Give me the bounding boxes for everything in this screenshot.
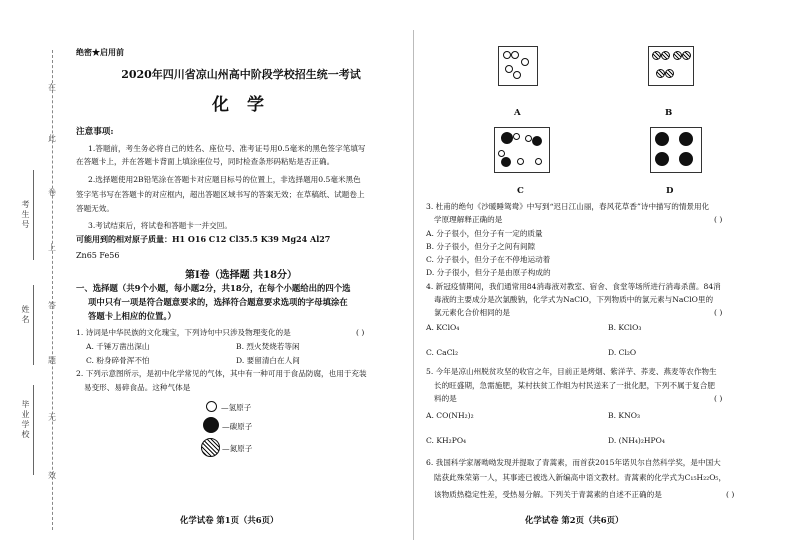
- hydrogen-atom-icon: [513, 133, 520, 140]
- q4-option-a[interactable]: A. KClO₄: [426, 323, 460, 332]
- nitrogen-atom-icon: [661, 51, 670, 60]
- diagram-b-box: [648, 46, 694, 86]
- q6-paren: ( ): [726, 490, 735, 499]
- q3-stem: 3. 杜甫的绝句《沙暖睡鸳鸯》中写到“迟日江山丽，春风花草香”诗中描写的情景用化: [426, 202, 710, 211]
- hydrogen-atom-icon: [517, 158, 524, 165]
- q3-stem-cont: 学原理解释正确的是: [434, 215, 503, 224]
- carbon-atom-icon: [501, 132, 513, 144]
- instruction-line: 项中只有一项是符合题意要求的，选择符合题意要求选项的字母填涂在: [88, 297, 348, 307]
- carbon-atom-icon: [655, 152, 669, 166]
- q4-option-d[interactable]: D. Cl₂O: [608, 348, 637, 357]
- page-divider: [413, 30, 414, 540]
- legend-hydrogen: —氢原子: [221, 403, 252, 412]
- carbon-atom-icon: [532, 136, 542, 146]
- note-line: 3.考试结束后，将试卷和答题卡一并交回。: [88, 221, 232, 230]
- carbon-atom-icon: [679, 152, 693, 166]
- field-name: 姓名: [21, 305, 30, 325]
- note-line: 在答题卡上，并在答题卡背面上填涂座位号，同时检查条形码粘贴是否正确。: [76, 157, 335, 166]
- nitrogen-atom-icon: [665, 69, 674, 78]
- q1-option-c[interactable]: C. 粉身碎骨浑不怕: [86, 356, 150, 365]
- diagram-c-box: [494, 127, 550, 173]
- carbon-atom-icon: [203, 417, 219, 433]
- seal-char: 无: [48, 413, 56, 422]
- nitrogen-atom-icon: [673, 51, 682, 60]
- q3-option-c[interactable]: C. 分子很小，但分子在不停地运动着: [426, 255, 551, 264]
- hydrogen-atom-icon: [535, 158, 542, 165]
- diagram-label-a: A: [514, 108, 521, 118]
- exam-title: 2020年四川省凉山州高中阶段学校招生统一考试: [121, 68, 361, 81]
- carbon-atom-icon: [679, 132, 693, 146]
- q4-paren: ( ): [714, 308, 723, 317]
- q3-paren: ( ): [714, 215, 723, 224]
- diagram-a-box: [498, 46, 538, 86]
- field-underline: [33, 285, 34, 365]
- q4-stem: 4. 新冠疫情期间，我们通常用84消毒液对教室、宿舍、食堂等场所进行消毒杀菌。84消: [426, 282, 721, 291]
- q5-option-c[interactable]: C. KH₂PO₄: [426, 436, 467, 445]
- nitrogen-atom-icon: [682, 51, 691, 60]
- notes-heading: 注意事项:: [76, 127, 114, 137]
- q2-stem-cont: 易变形、易碎食品。这种气体是: [84, 383, 191, 392]
- atomic-masses: 可能用到的相对原子质量：H1 O16 C12 Cl35.5 K39 Mg24 Al27: [76, 234, 331, 244]
- field-student-number: 考生号: [21, 200, 30, 230]
- q4-option-c[interactable]: C. CaCl₂: [426, 348, 458, 357]
- legend-carbon: —碳原子: [222, 422, 253, 431]
- field-school: 毕业学校: [21, 400, 30, 440]
- subject-title: 化 学: [212, 95, 270, 115]
- q4-stem-cont: 毒液的主要成分是次氯酸钠，化学式为NaClO，下列物质中的氯元素与NaClO里的: [434, 295, 714, 304]
- seal-char: 此: [48, 134, 56, 143]
- q3-option-b[interactable]: B. 分子很小，但分子之间有间隙: [426, 242, 536, 251]
- secret-label: 绝密★启用前: [76, 47, 124, 57]
- seal-char: 卷: [48, 188, 56, 197]
- carbon-atom-icon: [655, 132, 669, 146]
- nitrogen-atom-icon: [656, 69, 665, 78]
- hydrogen-atom-icon: [521, 58, 529, 66]
- hydrogen-atom-icon: [511, 51, 519, 59]
- nitrogen-atom-icon: [201, 438, 220, 457]
- hydrogen-atom-icon: [503, 51, 511, 59]
- q5-option-b[interactable]: B. KNO₃: [608, 411, 640, 420]
- q1-stem: 1. 诗词是中华民族的文化瑰宝，下列诗句中只涉及物理变化的是: [76, 328, 291, 337]
- seal-char: 答: [48, 301, 56, 310]
- field-underline: [33, 385, 34, 475]
- page2-footer: 化学试卷 第2页（共6页）: [525, 515, 624, 525]
- note-line: 签字笔书写在答题卡的对应框内，超出答题区域书写的答案无效；在草稿纸、试题卷上: [76, 190, 365, 199]
- seal-char: 效: [48, 471, 56, 480]
- hydrogen-atom-icon: [206, 401, 217, 412]
- q5-option-a[interactable]: A. CO(NH₂)₂: [426, 411, 474, 420]
- q3-option-d[interactable]: D. 分子很小，但分子是由原子构成的: [426, 268, 551, 277]
- field-underline: [33, 170, 34, 260]
- seal-char: 上: [48, 243, 56, 252]
- q5-option-d[interactable]: D. (NH₄)₂HPO₄: [608, 436, 665, 445]
- note-line: 2.选择题使用2B铅笔涂在答题卡对应题目标号的位置上，非选择题用0.5毫米黑色: [88, 175, 361, 184]
- nitrogen-atom-icon: [652, 51, 661, 60]
- q1-option-a[interactable]: A. 千锤万凿出深山: [86, 342, 150, 351]
- hydrogen-atom-icon: [498, 150, 505, 157]
- diagram-d-box: [650, 127, 702, 173]
- hydrogen-atom-icon: [513, 71, 521, 79]
- section-title: 第Ⅰ卷（选择题 共18分）: [184, 270, 298, 281]
- hydrogen-atom-icon: [525, 135, 532, 142]
- page1-footer: 化学试卷 第1页（共6页）: [180, 515, 279, 525]
- seal-char: 题: [48, 356, 56, 365]
- q2-stem: 2. 下列示意图所示，是初中化学常见的气体，其中有一种可用于食品防腐，也用于充装: [76, 369, 367, 378]
- q1-option-d[interactable]: D. 要留清白在人间: [236, 356, 300, 365]
- q6-stem: 6. 我国科学家屠呦呦发现并提取了青蒿素，而首获2015年诺贝尔自然科学奖，是中国大: [426, 458, 721, 467]
- q5-stem-cont: 料的是: [434, 394, 457, 403]
- diagram-label-b: B: [665, 108, 673, 118]
- q5-stem: 5. 今年是凉山州脱贫攻坚的收官之年，目前正是烤烟、紫洋芋、荞麦、燕麦等农作物生: [426, 367, 717, 376]
- q6-stem-cont: 该物质热稳定性差，受热易分解。下列关于青蒿素的自述不正确的是: [434, 490, 662, 499]
- seal-char: 在: [48, 83, 56, 92]
- legend-nitrogen: —氮原子: [222, 444, 253, 453]
- instruction-line: 答题卡上相应的位置。）: [88, 311, 176, 321]
- carbon-atom-icon: [501, 157, 511, 167]
- binding-line: [52, 50, 53, 530]
- q3-option-a[interactable]: A. 分子很小，但分子有一定的质量: [426, 229, 543, 238]
- q5-paren: ( ): [714, 394, 723, 403]
- diagram-label-d: D: [666, 186, 674, 196]
- diagram-label-c: C: [517, 186, 524, 196]
- q4-stem-cont: 氯元素化合价相同的是: [434, 308, 510, 317]
- hydrogen-atom-icon: [505, 65, 513, 73]
- q1-paren: ( ): [356, 328, 365, 337]
- instruction-line: 一、选择题（共9个小题，每小题2分，共18分，在每个小题给出的四个选: [76, 283, 351, 293]
- note-line: 1.答题前，考生务必将自己的姓名、座位号、准考证号用0.5毫米的黑色签字笔填写: [88, 144, 366, 153]
- note-line: 答题无效。: [76, 204, 114, 213]
- atomic-masses-cont: Zn65 Fe56: [76, 251, 120, 260]
- q1-option-b[interactable]: B. 烈火焚烧若等闲: [236, 342, 300, 351]
- q6-stem-cont: 陆获此殊荣第一人，其事迹已被选入新编高中语文教材。青蒿素的化学式为C₁₅H₂₂O₅，: [434, 473, 727, 482]
- q5-stem-cont: 长的旺盛期，急需施肥，某村扶贫工作组为村民送来了一批化肥，下列不属于复合肥: [434, 381, 715, 390]
- q4-option-b[interactable]: B. KClO₃: [608, 323, 642, 332]
